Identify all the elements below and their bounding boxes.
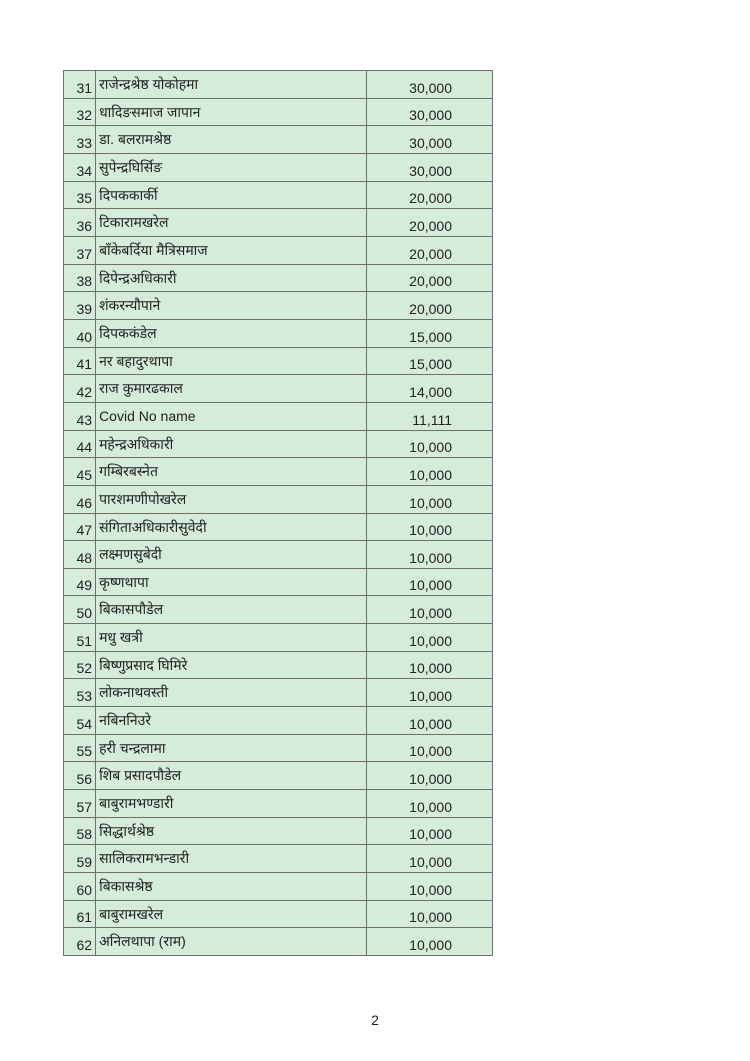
amount-cell: 10,000: [366, 734, 492, 762]
serial-number-cell: 59: [64, 845, 96, 873]
serial-number-cell: 55: [64, 734, 96, 762]
donor-name-cell: टिकारामखरेल: [96, 209, 367, 237]
table-row: [64, 319, 493, 347]
amount-cell: 10,000: [366, 707, 492, 735]
serial-number-cell: 48: [64, 541, 96, 569]
table-row: [64, 458, 493, 486]
serial-number-cell: 56: [64, 762, 96, 790]
amount-cell: 10,000: [366, 651, 492, 679]
donor-name-cell: सुपेन्द्रघिर्सिङ: [96, 153, 367, 181]
amount-cell: 10,000: [366, 513, 492, 541]
amount-cell: 10,000: [366, 845, 492, 873]
donor-name-cell: डा. बलरामश्रेष्ठ: [96, 126, 367, 154]
table-row: [64, 98, 493, 126]
table-row: [64, 762, 493, 790]
serial-number-cell: 44: [64, 430, 96, 458]
donor-name-cell: लोकनाथवस्ती: [96, 679, 367, 707]
amount-cell: 10,000: [366, 624, 492, 652]
donor-name-cell: Covid No name: [96, 402, 367, 430]
serial-number-cell: 41: [64, 347, 96, 375]
serial-number-cell: 57: [64, 790, 96, 818]
serial-number-cell: 35: [64, 181, 96, 209]
amount-cell: 20,000: [366, 292, 492, 320]
serial-number-cell: 61: [64, 900, 96, 928]
serial-number-cell: 60: [64, 873, 96, 901]
serial-number-cell: 45: [64, 458, 96, 486]
table-row: [64, 707, 493, 735]
table-row: [64, 541, 493, 569]
donor-table-body: [64, 71, 493, 956]
table-row: [64, 126, 493, 154]
donor-name-cell: बाँकेबर्दिया मैत्रिसमाज: [96, 236, 367, 264]
donor-name-cell: बिष्णुप्रसाद घिमिरे: [96, 651, 367, 679]
amount-cell: 10,000: [366, 458, 492, 486]
amount-cell: 10,000: [366, 790, 492, 818]
serial-number-cell: 39: [64, 292, 96, 320]
table-row: [64, 430, 493, 458]
donor-name-cell: दिपककार्की: [96, 181, 367, 209]
donor-name-cell: संगिताअधिकारीसुवेदी: [96, 513, 367, 541]
amount-cell: 10,000: [366, 596, 492, 624]
table-row: [64, 900, 493, 928]
serial-number-cell: 51: [64, 624, 96, 652]
donor-name-cell: महेन्द्रअधिकारी: [96, 430, 367, 458]
table-row: [64, 873, 493, 901]
donor-name-cell: गम्बिरबस्नेत: [96, 458, 367, 486]
donor-name-cell: शिब प्रसादपौडेल: [96, 762, 367, 790]
amount-cell: 10,000: [366, 430, 492, 458]
donor-name-cell: बाबुरामभण्डारी: [96, 790, 367, 818]
table-row: [64, 236, 493, 264]
serial-number-cell: 54: [64, 707, 96, 735]
table-row: [64, 596, 493, 624]
serial-number-cell: 37: [64, 236, 96, 264]
serial-number-cell: 50: [64, 596, 96, 624]
amount-cell: 20,000: [366, 264, 492, 292]
serial-number-cell: 32: [64, 98, 96, 126]
table-row: [64, 928, 493, 956]
amount-cell: 20,000: [366, 236, 492, 264]
serial-number-cell: 46: [64, 485, 96, 513]
donor-name-cell: शंकरन्यौपाने: [96, 292, 367, 320]
donor-name-cell: राजेन्द्रश्रेष्ठ योकोहमा: [96, 71, 367, 99]
donor-name-cell: सिद्धार्थश्रेष्ठ: [96, 817, 367, 845]
donor-name-cell: नबिननिउरे: [96, 707, 367, 735]
amount-cell: 10,000: [366, 762, 492, 790]
table-row: [64, 513, 493, 541]
serial-number-cell: 31: [64, 71, 96, 99]
table-row: [64, 347, 493, 375]
amount-cell: 10,000: [366, 568, 492, 596]
donor-name-cell: धादिङसमाज जापान: [96, 98, 367, 126]
donor-name-cell: बिकासपौडेल: [96, 596, 367, 624]
donor-name-cell: बाबुरामखरेल: [96, 900, 367, 928]
donor-name-cell: सालिकरामभन्डारी: [96, 845, 367, 873]
donor-name-cell: नर बहादुरथापा: [96, 347, 367, 375]
table-row: [64, 679, 493, 707]
amount-cell: 30,000: [366, 71, 492, 99]
amount-cell: 14,000: [366, 375, 492, 403]
amount-cell: 10,000: [366, 873, 492, 901]
table-row: [64, 264, 493, 292]
amount-cell: 10,000: [366, 541, 492, 569]
amount-cell: 10,000: [366, 485, 492, 513]
amount-cell: 30,000: [366, 126, 492, 154]
table-row: [64, 402, 493, 430]
serial-number-cell: 58: [64, 817, 96, 845]
serial-number-cell: 40: [64, 319, 96, 347]
table-row: [64, 624, 493, 652]
page-number: 2: [371, 1012, 379, 1028]
table-row: [64, 485, 493, 513]
serial-number-cell: 34: [64, 153, 96, 181]
amount-cell: 10,000: [366, 817, 492, 845]
serial-number-cell: 38: [64, 264, 96, 292]
table-row: [64, 790, 493, 818]
amount-cell: 20,000: [366, 209, 492, 237]
donor-name-cell: बिकासश्रेष्ठ: [96, 873, 367, 901]
table-row: [64, 568, 493, 596]
amount-cell: 30,000: [366, 98, 492, 126]
amount-cell: 10,000: [366, 928, 492, 956]
serial-number-cell: 42: [64, 375, 96, 403]
donor-name-cell: अनिलथापा (राम): [96, 928, 367, 956]
table-row: [64, 292, 493, 320]
donor-name-cell: कृष्णथापा: [96, 568, 367, 596]
donor-table: [63, 70, 493, 956]
donor-name-cell: दिपककंडेल: [96, 319, 367, 347]
donor-name-cell: दिपेन्द्रअधिकारी: [96, 264, 367, 292]
table-row: [64, 734, 493, 762]
serial-number-cell: 52: [64, 651, 96, 679]
table-row: [64, 71, 493, 99]
amount-cell: 15,000: [366, 347, 492, 375]
table-row: [64, 181, 493, 209]
serial-number-cell: 62: [64, 928, 96, 956]
amount-cell: 10,000: [366, 900, 492, 928]
donor-name-cell: राज कुमारढकाल: [96, 375, 367, 403]
table-row: [64, 375, 493, 403]
amount-cell: 11,111: [366, 402, 492, 430]
serial-number-cell: 49: [64, 568, 96, 596]
donor-name-cell: लक्ष्मणसुबेदी: [96, 541, 367, 569]
table-row: [64, 845, 493, 873]
table-row: [64, 651, 493, 679]
donor-name-cell: मधु खत्री: [96, 624, 367, 652]
serial-number-cell: 47: [64, 513, 96, 541]
donor-name-cell: हरी चन्द्रलामा: [96, 734, 367, 762]
table-row: [64, 209, 493, 237]
serial-number-cell: 43: [64, 402, 96, 430]
serial-number-cell: 53: [64, 679, 96, 707]
amount-cell: 15,000: [366, 319, 492, 347]
table-row: [64, 153, 493, 181]
donor-name-cell: पारशमणीपोखरेल: [96, 485, 367, 513]
table-row: [64, 817, 493, 845]
serial-number-cell: 36: [64, 209, 96, 237]
amount-cell: 30,000: [366, 153, 492, 181]
amount-cell: 20,000: [366, 181, 492, 209]
serial-number-cell: 33: [64, 126, 96, 154]
amount-cell: 10,000: [366, 679, 492, 707]
